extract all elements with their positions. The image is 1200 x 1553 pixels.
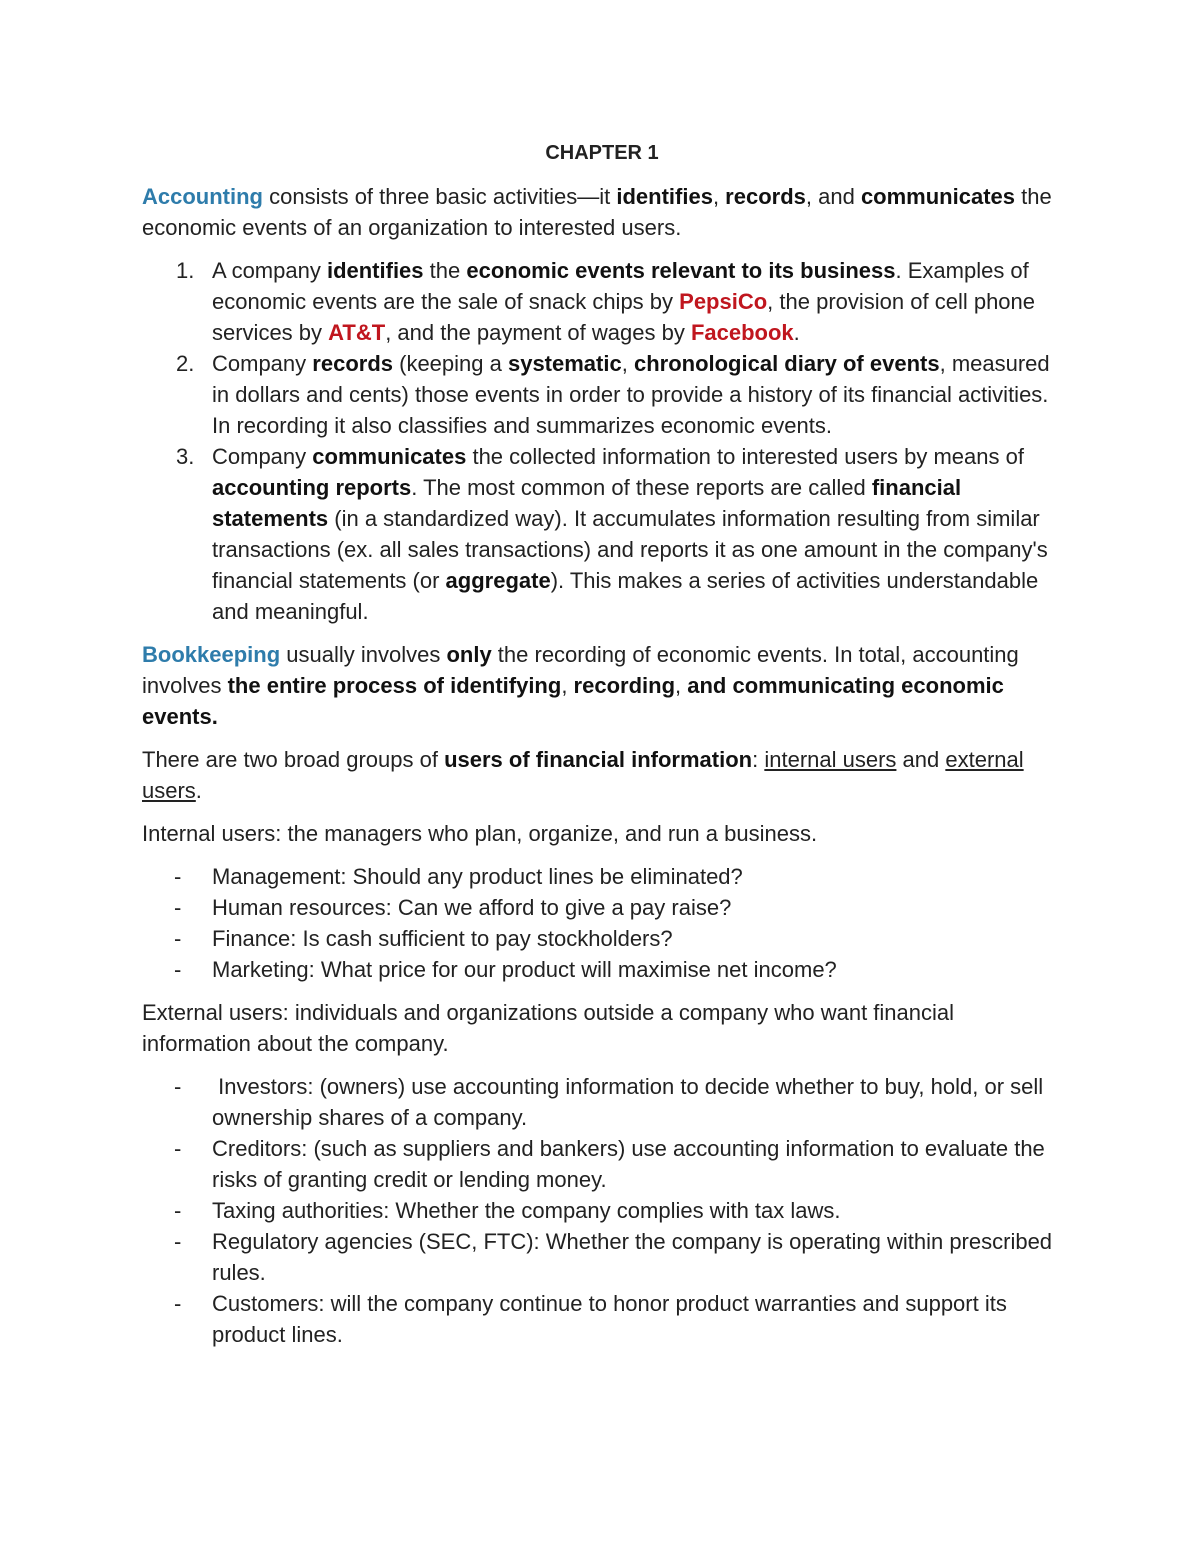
internal-users-intro: Internal users: the managers who plan, organize, and run a business. bbox=[142, 821, 818, 846]
bookkeeping-definition: Bookkeeping usually involves only the recording of economic events. In total, accounting involves the entire process of identifying, recording, and communicating economic events. bbox=[142, 642, 1019, 729]
user-groups-paragraph: There are two broad groups of users of financial information: internal users and external users. bbox=[142, 747, 1024, 803]
list-item: - Creditors: (such as suppliers and bankers) use accounting information to evaluate the risks of granting credit or lending money. bbox=[174, 1136, 1045, 1192]
list-item: - Taxing authorities: Whether the company complies with tax laws. bbox=[174, 1198, 841, 1223]
chapter-title: CHAPTER 1 bbox=[545, 142, 659, 164]
internal-users-list bbox=[142, 861, 1062, 985]
accounting-definition: Accounting consists of three basic activities—it identifies, records, and communicates the economic events of an organization to interested users. bbox=[142, 184, 1052, 240]
company-facebook: Facebook bbox=[690, 320, 794, 345]
term-bookkeeping: Bookkeeping bbox=[142, 642, 281, 667]
accounting-activities-list bbox=[142, 255, 1062, 627]
list-item: - Customers: will the company continue to honor product warranties and support its product lines. bbox=[174, 1291, 1007, 1347]
list-item: - Management: Should any product lines be eliminated? bbox=[174, 864, 743, 889]
document-page bbox=[142, 138, 1062, 1362]
company-pepsico: PepsiCo bbox=[679, 289, 768, 314]
list-item: - Marketing: What price for our product will maximise net income? bbox=[174, 957, 837, 982]
list-item: - Human resources: Can we afford to give a pay raise? bbox=[174, 895, 732, 920]
company-att: AT&T bbox=[328, 320, 386, 345]
term-accounting: Accounting bbox=[142, 184, 263, 209]
internal-users-term: internal users bbox=[764, 747, 897, 772]
external-users-term: external users bbox=[142, 747, 1024, 803]
list-item-communicates: 3. Company communicates the collected information to interested users by means of accounting reports. The most common of these reports are called financial statements (in a standardized way). It accumulates information resulting from similar transactions (ex. all sales transactions) and reports it as one amount in the company's financial statements (or aggregate). This makes a series of activities understandable and meaningful. bbox=[176, 444, 1048, 624]
external-users-intro: External users: individuals and organizations outside a company who want financial information about the company. bbox=[142, 1000, 955, 1056]
list-item: - Finance: Is cash sufficient to pay stockholders? bbox=[174, 926, 673, 951]
list-item: - Investors: (owners) use accounting information to decide whether to buy, hold, or sell ownership shares of a company. bbox=[174, 1074, 1050, 1130]
list-item: - Regulatory agencies (SEC, FTC): Whether the company is operating within prescribed rules. bbox=[174, 1229, 1053, 1285]
external-users-list bbox=[142, 1071, 1062, 1350]
list-item-records: 2. Company records (keeping a systematic, chronological diary of events, measured in dollars and cents) those events in order to provide a history of its financial activities. In recording it also classifies and summarizes economic events. bbox=[176, 351, 1050, 438]
list-item-identifies: 1. A company identifies the economic events relevant to its business. Examples of economic events are the sale of snack chips by PepsiCo, the provision of cell phone services by AT&T, and the payment of wages by Facebook. bbox=[176, 258, 1036, 345]
